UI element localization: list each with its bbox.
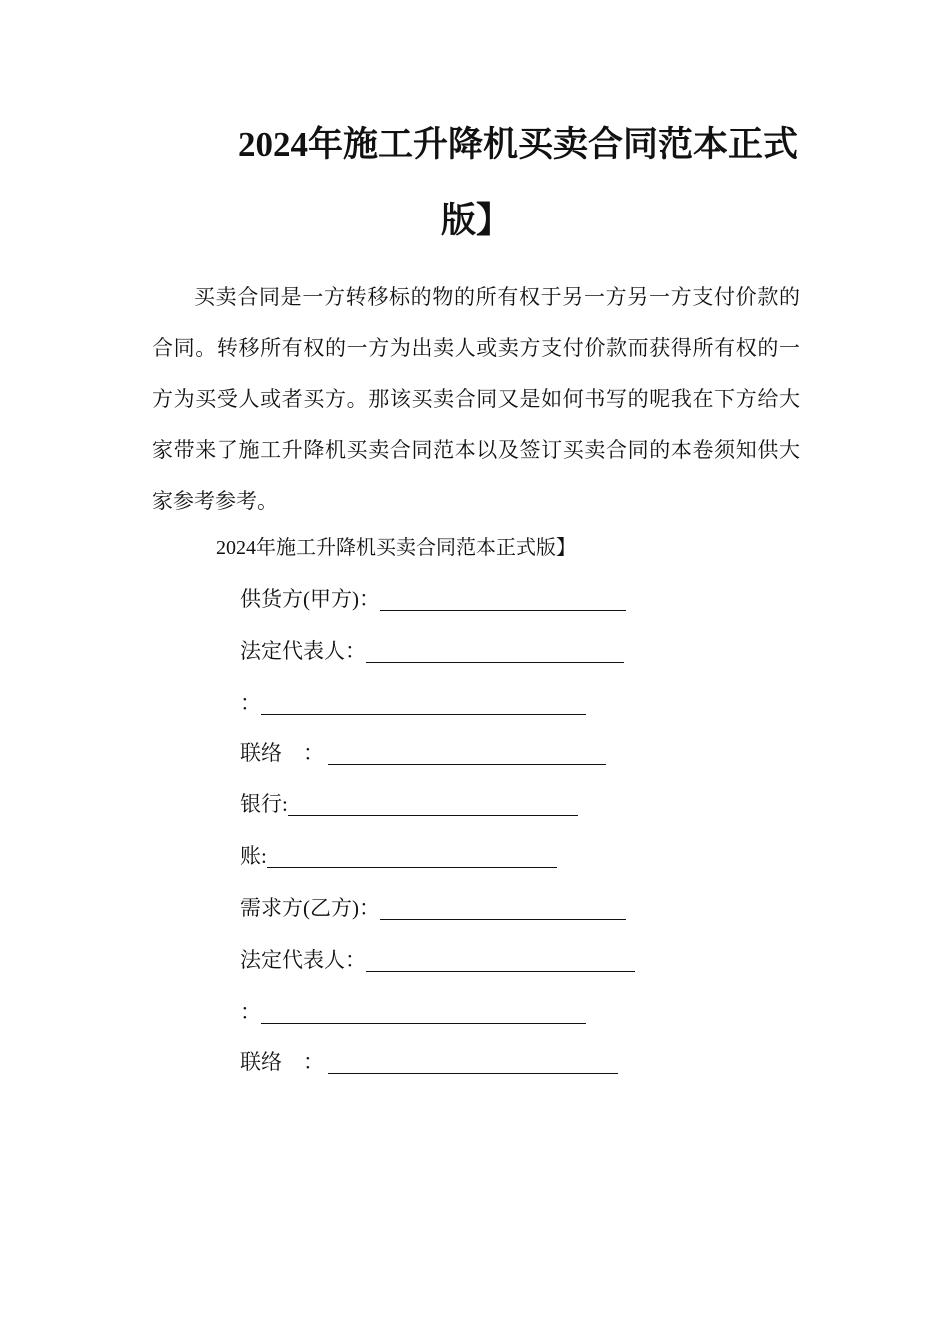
supplier-unlabeled-label: ： xyxy=(240,691,261,715)
supplier-representative-field xyxy=(240,636,624,666)
buyer-contact-field xyxy=(240,1047,618,1077)
buyer-unlabeled-field xyxy=(240,997,586,1027)
supplier-contact-label: 联络 ： xyxy=(240,741,324,765)
buyer-contact-blank[interactable] xyxy=(328,1051,618,1074)
buyer-representative-field xyxy=(240,945,635,975)
supplier-contact-blank[interactable] xyxy=(328,742,606,765)
supplier-account-blank[interactable] xyxy=(267,845,557,868)
supplier-unlabeled-blank[interactable] xyxy=(261,692,586,715)
supplier-representative-label: 法定代表人： xyxy=(240,639,366,663)
contract-subtitle: 2024年施工升降机买卖合同范本正式版】 xyxy=(216,537,576,559)
supplier-bank-field xyxy=(240,789,578,819)
supplier-blank[interactable] xyxy=(380,588,626,611)
buyer-field xyxy=(240,893,626,923)
buyer-unlabeled-label: ： xyxy=(240,1000,261,1024)
supplier-contact-field xyxy=(240,738,606,768)
supplier-account-field xyxy=(240,841,557,871)
document-title-line-2: 版】 xyxy=(441,201,512,240)
buyer-label: 需求方(乙方)： xyxy=(240,896,380,920)
supplier-bank-blank[interactable] xyxy=(288,793,578,816)
buyer-blank[interactable] xyxy=(380,897,626,920)
supplier-label: 供货方(甲方)： xyxy=(240,587,380,611)
supplier-account-label: 账: xyxy=(240,844,267,868)
buyer-representative-label: 法定代表人： xyxy=(240,948,366,972)
buyer-contact-label: 联络 ： xyxy=(240,1050,324,1074)
supplier-bank-label: 银行: xyxy=(240,792,288,816)
intro-paragraph: 买卖合同是一方转移标的物的所有权于另一方另一方支付价款的合同。转移所有权的一方为出卖人或卖方支付价款而获得所有权的一方为买受人或者买方。那该买卖合同又是如何书写的呢我在下方给大家带来了施工升降机买卖合同范本以及签订买卖合同的本卷须知供大家参考参考。 xyxy=(152,285,800,513)
supplier-representative-blank[interactable] xyxy=(366,640,624,663)
buyer-representative-blank[interactable] xyxy=(366,949,635,972)
supplier-field xyxy=(240,584,626,614)
document-title-line-1: 2024年施工升降机买卖合同范本正式 xyxy=(238,125,799,164)
buyer-unlabeled-blank[interactable] xyxy=(261,1001,586,1024)
supplier-unlabeled-field xyxy=(240,688,586,718)
